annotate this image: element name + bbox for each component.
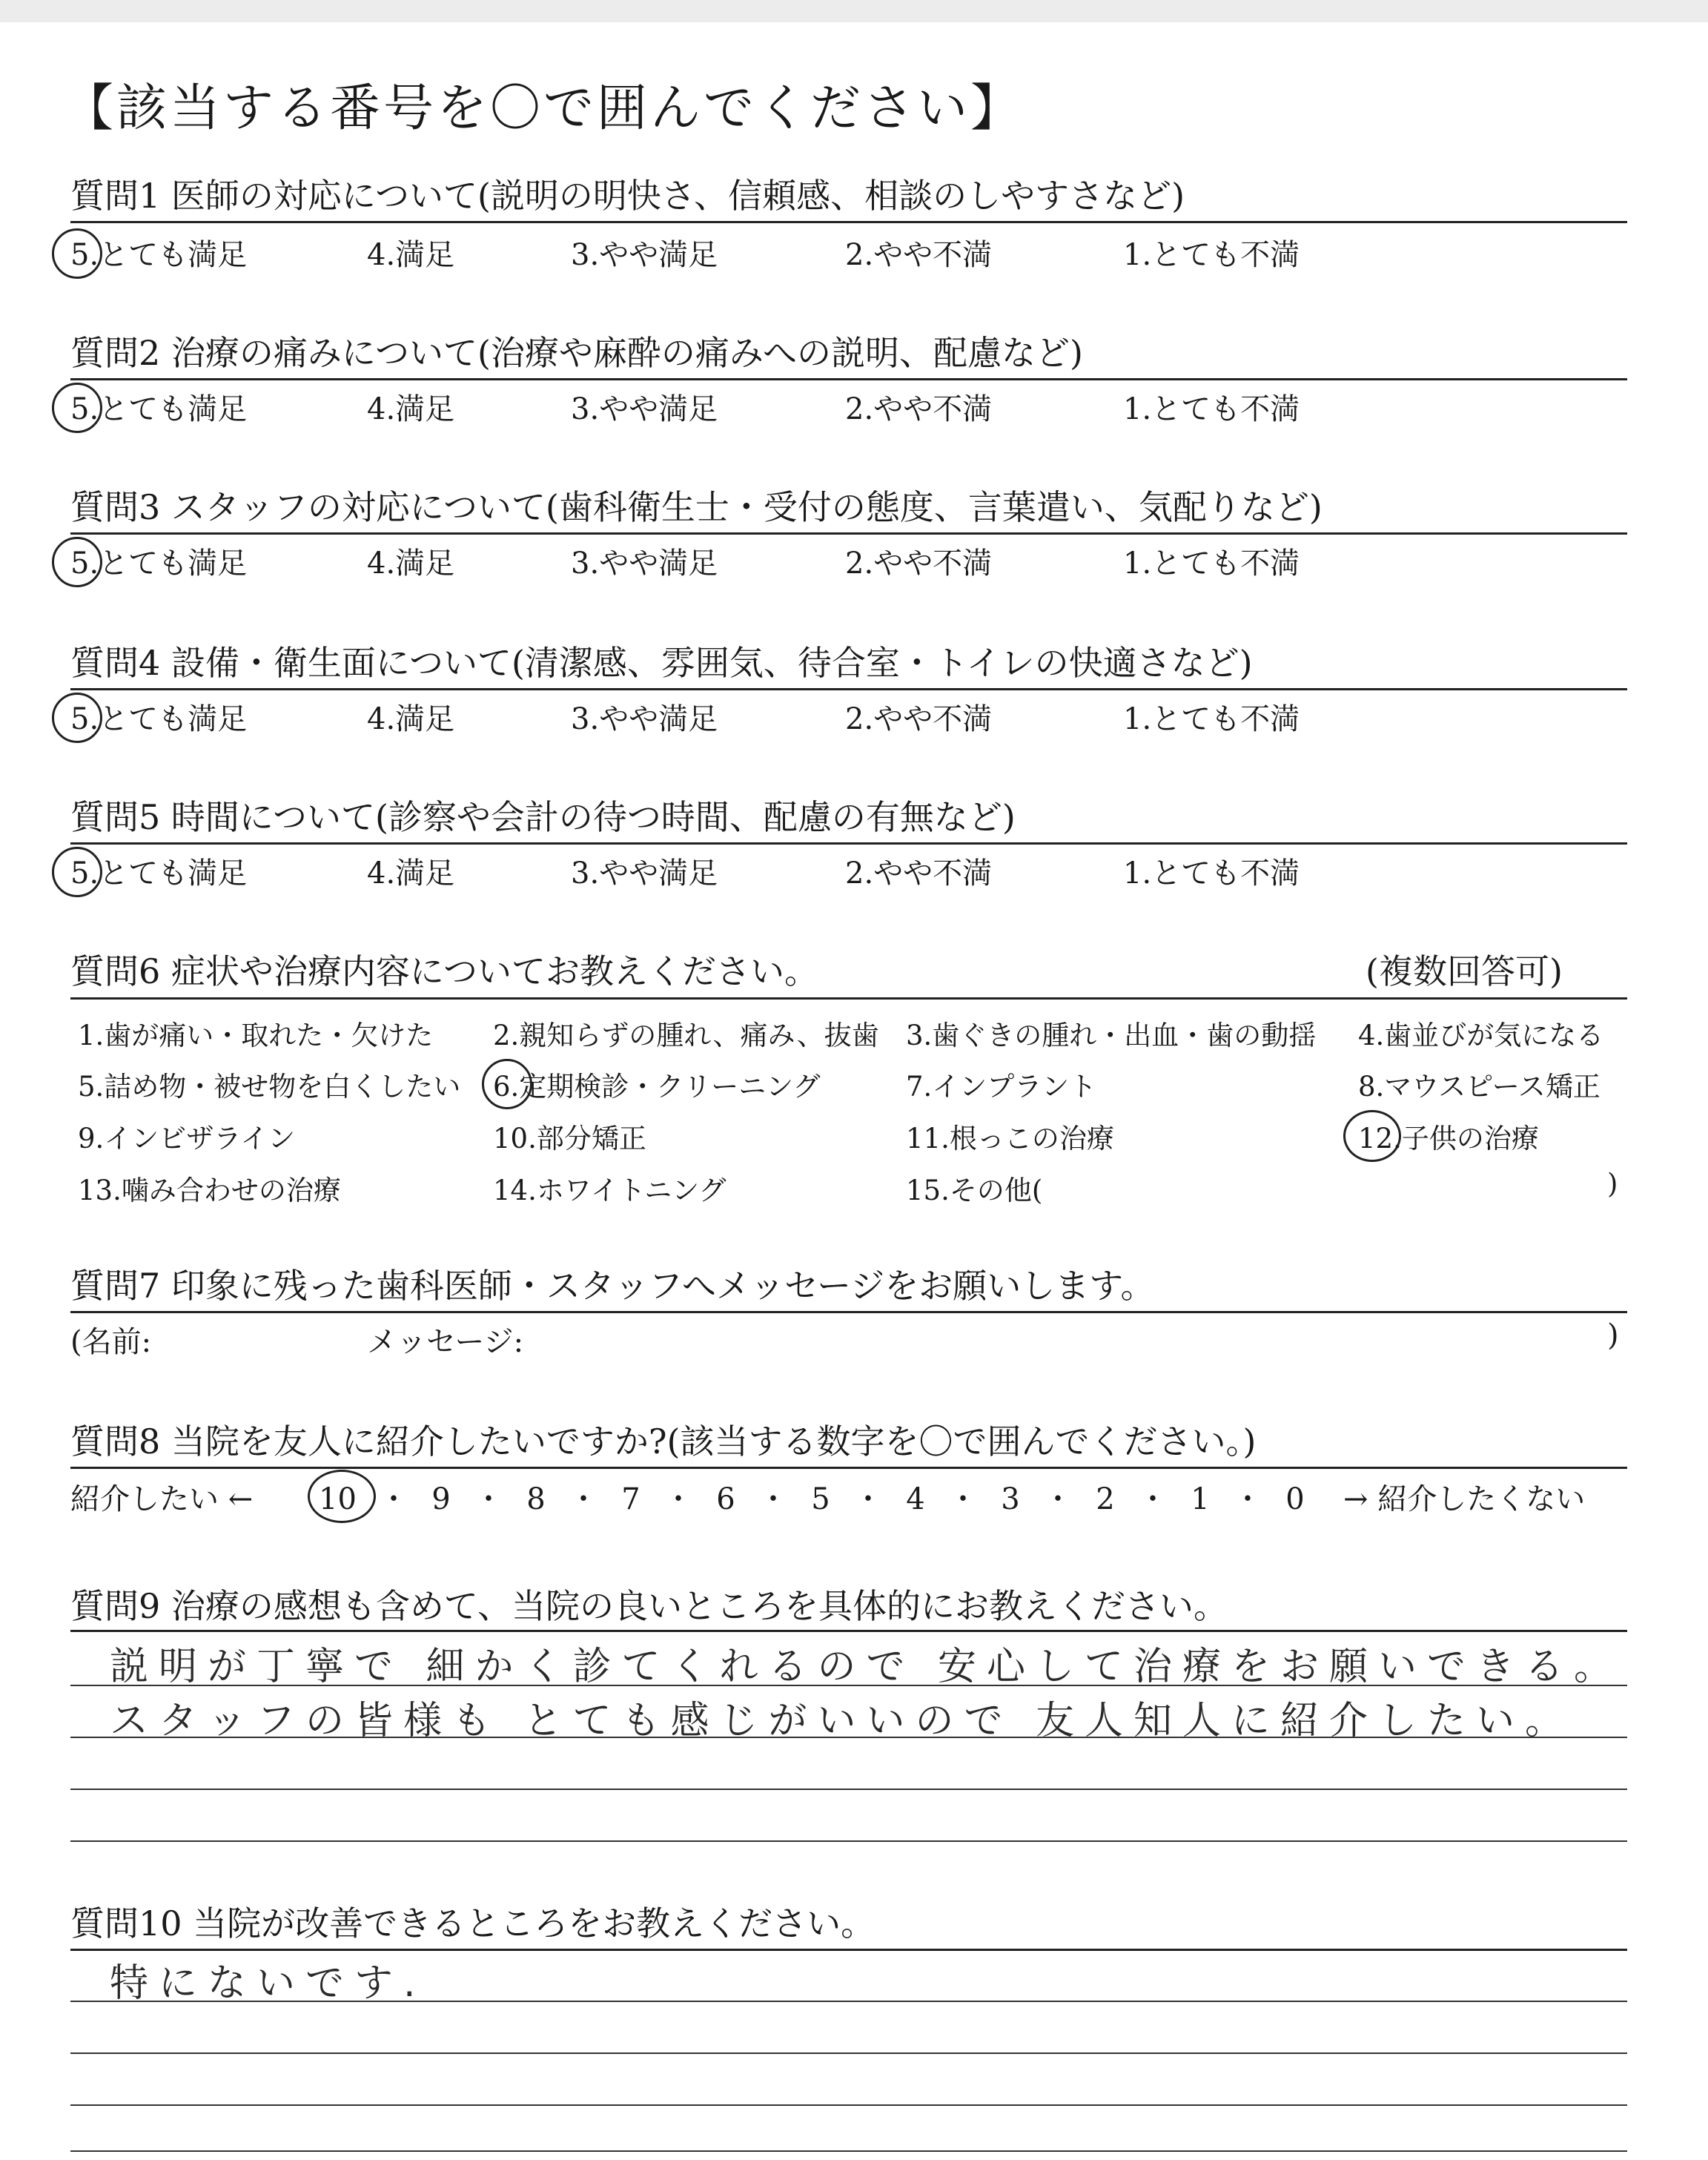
q2-option-3[interactable]: 3.やや満足 (571, 392, 718, 426)
q6-option-10[interactable]: 10.部分矯正 (493, 1123, 646, 1155)
q8-dot: ・ (663, 1482, 693, 1516)
q5-option-5[interactable]: 5.とても満足 (70, 856, 248, 891)
q3-option-5[interactable]: 5.とても満足 (70, 546, 248, 581)
q2-rule (70, 378, 1627, 380)
q8-score-9[interactable]: 9 (431, 1482, 451, 1516)
q1-option-1[interactable]: 1.とても不満 (1123, 238, 1300, 272)
q2-option-5[interactable]: 5.とても満足 (70, 392, 248, 426)
q6-multi-note: (複数回答可) (1366, 951, 1563, 991)
q8-score-0[interactable]: 0 (1285, 1482, 1305, 1516)
q6-option-6[interactable]: 6.定期検診・クリーニング (493, 1071, 821, 1103)
q8-score-2[interactable]: 2 (1096, 1482, 1115, 1516)
q5-option-1[interactable]: 1.とても不満 (1123, 856, 1300, 891)
q4-rule (70, 688, 1627, 690)
q8-dot: ・ (379, 1482, 408, 1516)
q8-left-label: 紹介したい ← (70, 1482, 254, 1516)
q6-option-15[interactable]: 15.その他( (906, 1175, 1043, 1206)
q8-score-6[interactable]: 6 (716, 1482, 735, 1516)
q10-answer-line (70, 2052, 1627, 2054)
q10-title: 質問10 当院が改善できるところをお教えください。 (70, 1903, 875, 1943)
q10-handwritten-answer[interactable]: 特にないです. (110, 1961, 426, 2006)
q6-option-13[interactable]: 13.噛み合わせの治療 (78, 1175, 341, 1206)
q8-rule (70, 1467, 1627, 1469)
q8-title: 質問8 当院を友人に紹介したいですか?(該当する数字を〇で囲んでください。) (70, 1421, 1257, 1462)
q9-handwritten-answer-2[interactable]: スタッフの皆様も とても感じがいいので 友人知人に紹介したい。 (110, 1699, 1575, 1743)
q5-rule (70, 842, 1627, 845)
q3-option-4[interactable]: 4.満足 (367, 546, 455, 581)
q7-close-paren: ) (1607, 1318, 1619, 1353)
q10-answer-line (70, 2104, 1627, 2106)
scan-top-band (0, 0, 1708, 22)
q8-dot: ・ (474, 1482, 503, 1516)
q8-score-1[interactable]: 1 (1191, 1482, 1210, 1516)
q10-answer-line (70, 2150, 1627, 2152)
q4-option-5[interactable]: 5.とても満足 (70, 702, 248, 736)
q7-message-label[interactable]: メッセージ: (367, 1325, 524, 1359)
q6-title: 質問6 症状や治療内容についてお教えください。 (70, 951, 818, 991)
q5-option-4[interactable]: 4.満足 (367, 856, 455, 891)
q4-option-3[interactable]: 3.やや満足 (571, 702, 718, 736)
q8-score-4[interactable]: 4 (906, 1482, 925, 1516)
q10-rule (70, 1949, 1627, 1951)
q8-scale (319, 1476, 1323, 1518)
q2-option-4[interactable]: 4.満足 (367, 392, 455, 426)
q8-dot: ・ (1233, 1482, 1262, 1516)
q3-rule (70, 532, 1627, 535)
q8-dot: ・ (853, 1482, 883, 1516)
q6-rule (70, 997, 1627, 1000)
q8-dot: ・ (1043, 1482, 1073, 1516)
form-header: 【該当する番号を〇で囲んでください】 (63, 79, 1025, 138)
q6-option-9[interactable]: 9.インビザライン (78, 1123, 296, 1155)
q9-answer-line (70, 1840, 1627, 1842)
q1-option-3[interactable]: 3.やや満足 (571, 238, 718, 272)
q6-option-2[interactable]: 2.親知らずの腫れ、痛み、抜歯 (493, 1020, 879, 1051)
q7-title: 質問7 印象に残った歯科医師・スタッフへメッセージをお願いします。 (70, 1266, 1155, 1306)
q6-option-3[interactable]: 3.歯ぐきの腫れ・出血・歯の動揺 (906, 1020, 1317, 1051)
q7-name-label[interactable]: (名前: (70, 1325, 152, 1359)
q6-option-4[interactable]: 4.歯並びが気になる (1358, 1020, 1604, 1051)
q6-option-1[interactable]: 1.歯が痛い・取れた・欠けた (78, 1020, 434, 1051)
q6-option-7[interactable]: 7.インプラント (906, 1071, 1097, 1103)
q1-title: 質問1 医師の対応について(説明の明快さ、信頼感、相談のしやすさなど) (70, 176, 1185, 216)
q2-option-2[interactable]: 2.やや不満 (845, 392, 993, 426)
q6-option-5[interactable]: 5.詰め物・被せ物を白くしたい (78, 1071, 461, 1103)
q8-right-label: → 紹介したくない (1343, 1482, 1586, 1516)
q1-option-2[interactable]: 2.やや不満 (845, 238, 993, 272)
q4-title: 質問4 設備・衛生面について(清潔感、雰囲気、待合室・トイレの快適さなど) (70, 643, 1253, 683)
q1-option-4[interactable]: 4.満足 (367, 238, 455, 272)
q4-option-1[interactable]: 1.とても不満 (1123, 702, 1300, 736)
q3-option-1[interactable]: 1.とても不満 (1123, 546, 1300, 581)
q8-score-3[interactable]: 3 (1001, 1482, 1020, 1516)
q4-option-4[interactable]: 4.満足 (367, 702, 455, 736)
q9-handwritten-answer-1[interactable]: 説明が丁寧で 細かく診てくれるので 安心して治療をお願いできる。 (110, 1645, 1623, 1689)
q5-title: 質問5 時間について(診察や会計の待つ時間、配慮の有無など) (70, 797, 1016, 837)
q9-title: 質問9 治療の感想も含めて、当院の良いところを具体的にお教えください。 (70, 1586, 1228, 1626)
q8-score-8[interactable]: 8 (526, 1482, 546, 1516)
q1-option-5[interactable]: 5.とても満足 (70, 238, 248, 272)
q6-option-12[interactable]: 12.子供の治療 (1358, 1123, 1539, 1155)
q1-rule (70, 221, 1627, 223)
q8-dot: ・ (948, 1482, 978, 1516)
q3-option-3[interactable]: 3.やや満足 (571, 546, 718, 581)
q3-title: 質問3 スタッフの対応について(歯科衛生士・受付の態度、言葉遣い、気配りなど) (70, 487, 1323, 527)
q7-rule (70, 1311, 1627, 1313)
q5-option-3[interactable]: 3.やや満足 (571, 856, 718, 891)
q6-option-14[interactable]: 14.ホワイトニング (493, 1175, 726, 1206)
q2-option-1[interactable]: 1.とても不満 (1123, 392, 1300, 426)
q8-dot: ・ (569, 1482, 598, 1516)
q8-score-10[interactable]: 10 (319, 1482, 357, 1516)
q5-option-2[interactable]: 2.やや不満 (845, 856, 993, 891)
q6-option-15-close: ) (1607, 1168, 1618, 1200)
q9-answer-line (70, 1789, 1627, 1790)
q6-option-8[interactable]: 8.マウスピース矯正 (1358, 1071, 1601, 1103)
q4-option-2[interactable]: 2.やや不満 (845, 702, 993, 736)
q8-score-5[interactable]: 5 (811, 1482, 830, 1516)
q9-rule (70, 1630, 1627, 1632)
q8-dot: ・ (1138, 1482, 1168, 1516)
q8-dot: ・ (758, 1482, 788, 1516)
q2-title: 質問2 治療の痛みについて(治療や麻酔の痛みへの説明、配慮など) (70, 333, 1083, 373)
q8-score-7[interactable]: 7 (621, 1482, 640, 1516)
q3-option-2[interactable]: 2.やや不満 (845, 546, 993, 581)
q6-option-11[interactable]: 11.根っこの治療 (906, 1123, 1114, 1155)
